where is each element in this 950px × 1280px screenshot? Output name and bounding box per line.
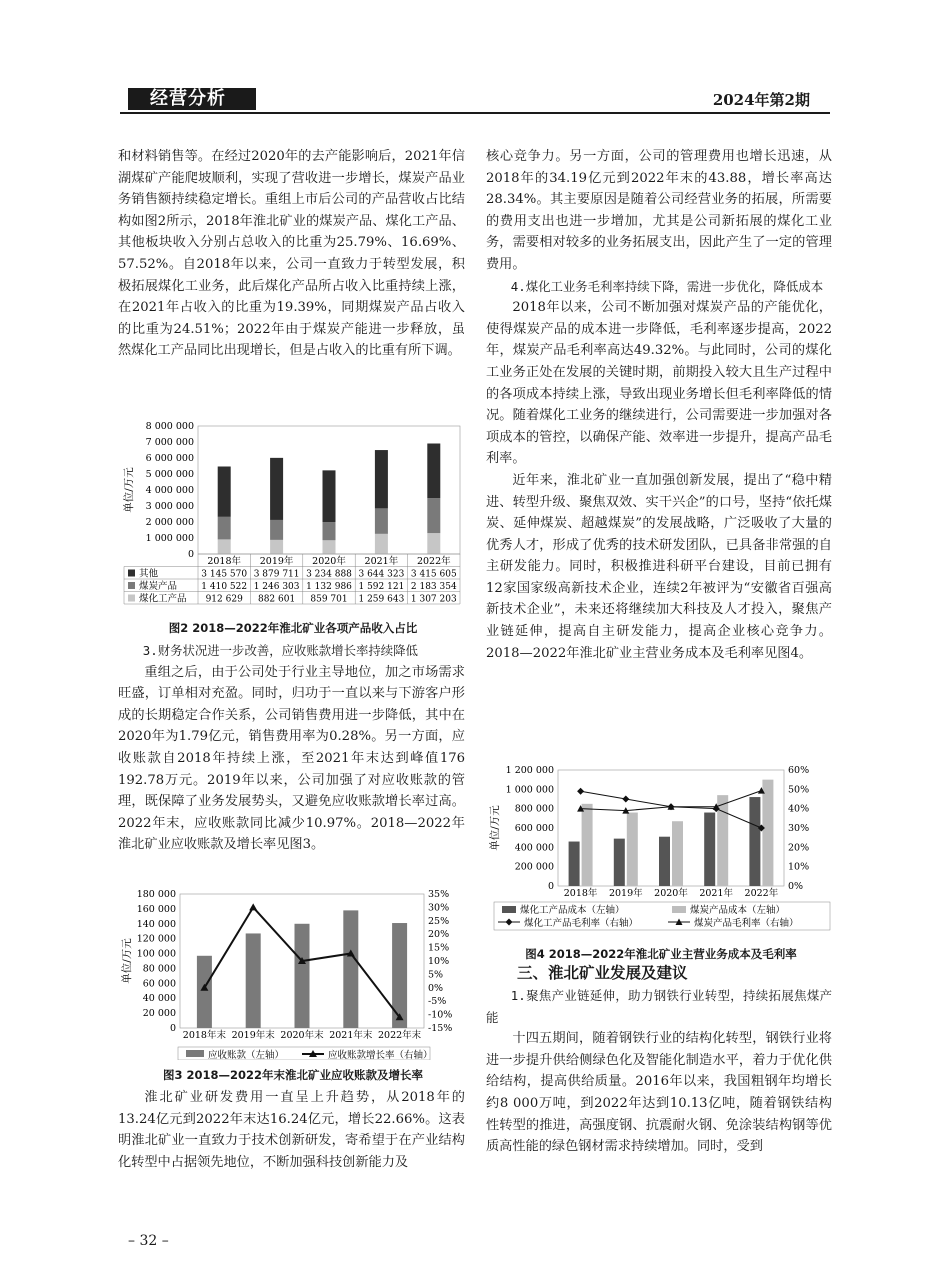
y-tick-label: 7 000 000: [145, 437, 194, 448]
fig3-chart: [118, 888, 468, 1060]
table-cell: 1 410 522: [201, 582, 248, 592]
table-cell: 912 629: [205, 594, 243, 605]
category-label: 2018年: [563, 888, 598, 899]
paragraph: 淮北矿业研发费用一直呈上升趋势，从2018年的13.24亿元到2022年末达16.24亿元，增长22.66%。这表明淮北矿业一直致力于技术创新研发，寄希望于在产业结构化转型中占据领先地位，不断加强科技创新能力及: [118, 1090, 465, 1170]
y-tick-label: 4 000 000: [145, 485, 194, 496]
bar: [749, 797, 760, 886]
line-point: [622, 796, 629, 803]
left-column-middle: [118, 640, 465, 856]
right-tick-label: -15%: [428, 1023, 453, 1034]
right-tick-label: 40%: [788, 803, 810, 815]
legend-marker: [506, 919, 513, 926]
legend-swatch: [128, 582, 135, 589]
paragraph: 近年来，淮北矿业一直加强创新发展，提出了“稳中精进、转型升级、聚焦双效、实干兴企”的口号，坚持“依托煤炭、延伸煤炭、超越煤炭”的发展战略，广泛吸收了大量的优秀人才，形成了优秀的技术研发团队，已具备非常强的自主研发能力。同时，积极推进科研平台建设，目前已拥有12家国家级高新技术企业，连续2年被评为“安徽省百强高新技术企业”，未来还将继续加大科技及人才投入，聚焦产业链延伸，提高自主研发能力，提高企业核心竞争力。2018—2022年淮北矿业主营业务成本及毛利率见图4。: [486, 472, 832, 661]
bar: [295, 924, 310, 1028]
category-label: 2020年: [654, 888, 688, 899]
right-column-bottom: [486, 961, 832, 1158]
right-tick-label: -5%: [428, 996, 447, 1008]
left-tick-label: 120 000: [136, 933, 176, 945]
left-tick-label: 1 000 000: [505, 784, 554, 796]
y-tick-label: 6 000 000: [145, 453, 194, 464]
fig4-caption: 图4 2018—2022年淮北矿业主营业务成本及毛利率: [525, 947, 797, 961]
bar: [672, 821, 683, 886]
left-tick-label: 100 000: [136, 948, 176, 960]
y-tick-label: 8 000 000: [145, 422, 194, 432]
y-axis-label: 单位/万元: [489, 805, 501, 851]
legend-swatch: [672, 906, 686, 913]
bar: [627, 813, 638, 886]
bar-segment: [427, 444, 440, 499]
legend-label: 煤化工产品成本（左轴）: [520, 905, 625, 916]
page-number: – 32 –: [128, 1233, 169, 1249]
right-tick-label: 30%: [428, 902, 450, 914]
left-column-top: [118, 146, 465, 362]
right-column-top: [486, 146, 832, 664]
right-tick-label: 5%: [428, 969, 444, 981]
subheading-1: 1.聚焦产业链延伸，助力钢铁行业转型，持续拓展焦煤产能: [486, 988, 832, 1025]
bar: [762, 780, 773, 886]
category-label: 2020年: [312, 556, 346, 567]
bar-segment: [270, 458, 283, 520]
right-tick-label: 10%: [788, 861, 810, 873]
legend-label: 其他: [139, 568, 159, 580]
right-tick-label: 25%: [428, 915, 450, 927]
left-tick-label: 20 000: [142, 1008, 176, 1020]
paragraph: 和材料销售等。在经过2020年的去产能影响后，2021年信湖煤矿产能爬坡顺利，实现了营收进一步增长，煤炭产品业务销售额持续稳定增长。重组上市后公司的产品营收占比结构如图2所示，2018年淮北矿业的煤炭产品、煤化工产品、其他板块收入分别占总收入的比重为25.79%、16.69%、57.52%。自2018年以来，公司一直致力于转型发展，积极拓展煤化工业务，此后煤化产品所占收入比重持续上涨，在2021年占收入的比重为19.39%，同期煤炭产品占收入的比重为24.51%；2022年由于煤炭产能进一步释放，虽然煤化工产品同比出现增长，但是占收入的比重有所下调。: [118, 149, 465, 359]
table-cell: 1 259 643: [358, 594, 405, 605]
bar: [614, 839, 625, 886]
left-tick-label: 60 000: [142, 978, 176, 990]
bar-segment: [427, 498, 440, 533]
fig3-caption: 图3 2018—2022年末淮北矿业应收账款及增长率: [162, 1068, 424, 1082]
bar-segment: [323, 540, 336, 554]
subheading-4: 4.煤化工业务毛利率持续下降，需进一步优化，降低成本: [510, 278, 824, 294]
paragraph: 核心竞争力。另一方面，公司的管理费用也增长迅速，从2018年的34.19亿元到2022年末的43.88，增长率高达28.34%。其主要原因是随着公司经营业务的拓展，所需要的费用支出也进一步增加，尤其是公司新拓展的煤化工业务，需要相对较多的业务拓展支出，因此产生了一定的管理费用。: [486, 149, 832, 272]
y-axis-label: 单位/万元: [121, 938, 133, 984]
table-cell: 3 234 888: [306, 569, 352, 580]
legend-label: 应收账款增长率（右轴）: [328, 1050, 433, 1060]
left-tick-label: 1 200 000: [505, 765, 554, 776]
bar-segment: [427, 533, 440, 554]
category-label: 2018年: [207, 556, 242, 567]
left-tick-label: 800 000: [514, 803, 554, 815]
bar-segment: [375, 534, 388, 554]
bar: [582, 804, 593, 886]
figure-2: [118, 422, 468, 635]
table-cell: 3 145 570: [201, 569, 248, 580]
y-tick-label: 5 000 000: [145, 469, 194, 480]
table-cell: 859 701: [310, 594, 348, 605]
legend-label: 煤化工产品毛利率（右轴）: [524, 918, 639, 929]
category-label: 2022年: [416, 556, 451, 567]
bar: [343, 910, 358, 1028]
legend-swatch: [128, 595, 135, 602]
bar: [569, 842, 580, 886]
y-tick-label: 3 000 000: [145, 501, 194, 512]
line-point: [249, 903, 257, 910]
category-label: 2022年: [744, 888, 779, 899]
legend-swatch: [502, 906, 516, 913]
y-tick-label: 2 000 000: [145, 517, 194, 528]
bar-segment: [375, 508, 388, 533]
bar: [392, 923, 407, 1028]
bar-segment: [218, 517, 231, 540]
bar-segment: [375, 450, 388, 508]
bar: [246, 933, 261, 1028]
legend-label: 应收账款（左轴）: [208, 1050, 285, 1060]
right-tick-label: 20%: [788, 842, 810, 854]
left-tick-label: 600 000: [514, 823, 554, 834]
bar-segment: [323, 470, 336, 522]
right-tick-label: 15%: [428, 942, 450, 954]
bar: [659, 837, 670, 886]
header-rule: [120, 112, 830, 114]
right-tick-label: 60%: [788, 765, 810, 776]
legend-swatch: [186, 1050, 204, 1057]
paragraph: 重组之后，由于公司处于行业主导地位，加之市场需求旺盛，订单相对充盈。同时，归功于一直以来与下游客户形成的长期稳定合作关系，公司销售费用进一步降低，其中在2020年为1.79亿元，销售费用率为0.28%。另一方面，应收账款自2018年持续上涨，至2021年末达到峰值176 192.78万元。2019年以来，公司加强了对应收账款的管理，既保障了业务发展势头，又避免应收账款增长率过高。2022年末，应收账款同比减少10.97%。2018—2022年淮北矿业应收账款及增长率见图3。: [118, 664, 465, 853]
right-tick-label: 10%: [428, 956, 450, 967]
bar-segment: [270, 520, 283, 540]
table-cell: 3 415 605: [410, 569, 457, 580]
right-tick-label: 50%: [788, 784, 810, 796]
y-tick-label: 1 000 000: [145, 533, 194, 544]
left-tick-label: 80 000: [142, 963, 176, 975]
category-label: 2019年末: [231, 1030, 275, 1041]
left-column-bottom: [118, 1087, 465, 1173]
table-cell: 3 879 711: [253, 569, 300, 580]
category-label: 2020年末: [280, 1030, 324, 1041]
legend-label: 煤化工产品: [139, 593, 187, 605]
left-tick-label: 400 000: [514, 842, 554, 854]
line-point: [577, 788, 584, 795]
left-tick-label: 160 000: [136, 903, 176, 915]
category-label: 2022年末: [378, 1030, 422, 1041]
table-cell: 2 183 354: [410, 582, 457, 592]
bar: [704, 813, 715, 886]
bar-segment: [270, 540, 283, 554]
bar: [197, 956, 212, 1028]
figure-3: [118, 888, 468, 1080]
legend-label: 煤炭产品成本（左轴）: [690, 905, 786, 916]
table-cell: 1 246 303: [253, 582, 300, 592]
bar-segment: [218, 539, 231, 554]
category-label: 2018年末: [182, 1030, 226, 1041]
bar-segment: [218, 467, 231, 517]
left-tick-label: 180 000: [136, 889, 176, 900]
right-tick-label: 35%: [428, 889, 450, 900]
figure-4: [486, 764, 836, 961]
category-label: 2021年末: [329, 1030, 373, 1041]
bar-segment: [323, 522, 336, 540]
left-tick-label: 0: [547, 881, 554, 892]
category-label: 2021年: [364, 556, 399, 567]
table-cell: 1 132 986: [306, 582, 352, 592]
right-tick-label: 30%: [788, 823, 810, 834]
table-cell: 3 644 323: [358, 569, 405, 580]
paragraph: 2018年以来，公司不断加强对煤炭产品的产能优化，使得煤炭产品的成本进一步降低，毛利率逐步提高，2022年，煤炭产品毛利率高达49.32%。与此同时，公司的煤化工业务正处在发展的关键时期，前期投入较大且生产过程中的各项成本持续上涨，导致出现业务增长但毛利率降低的情况。随着煤化工业务的继续进行，公司需要进一步加强对各项成本的管控，以确保产能、效率进一步提升，提高产品毛利率。: [486, 300, 832, 467]
y-tick-label: 0: [187, 549, 194, 560]
y-axis-label: 单位/万元: [123, 467, 135, 513]
left-tick-label: 140 000: [136, 918, 176, 930]
right-tick-label: 0%: [428, 982, 444, 994]
left-tick-label: 40 000: [142, 993, 176, 1005]
subheading-3: 3.财务状况进一步改善，应收账款增长率持续降低: [142, 643, 418, 658]
table-cell: 1 307 203: [410, 594, 457, 605]
section-label: 经营分析: [128, 88, 256, 110]
right-tick-label: 0%: [788, 881, 804, 892]
legend-label: 煤炭产品: [139, 581, 178, 592]
category-label: 2019年: [608, 888, 643, 899]
fig2-caption: 图2 2018—2022年淮北矿业各项产品收入占比: [168, 621, 418, 635]
legend-label: 煤炭产品毛利率（右轴）: [694, 918, 799, 929]
table-cell: 1 592 121: [358, 582, 405, 592]
section-heading: 三、淮北矿业发展及建议: [517, 964, 688, 982]
right-tick-label: -10%: [428, 1009, 453, 1021]
legend-swatch: [128, 570, 135, 577]
category-label: 2019年: [259, 556, 294, 567]
paragraph: 十四五期间，随着钢铁行业的结构化转型，钢铁行业将进一步提升供给侧绿色化及智能化制造水平，着力于优化供给结构，提高供给质量。2016年以来，我国粗钢年均增长约8 000万吨，到2022年达到10.13亿吨，随着钢铁结构性转型的推进，高强度钢、抗震耐火钢、免涂装结构钢等优质高性能的绿色钢材需求持续增加。同时，受到: [486, 1031, 832, 1155]
fig2-chart: [118, 422, 468, 612]
right-tick-label: 20%: [428, 929, 450, 941]
issue-label: 2024年第2期: [712, 91, 810, 109]
table-cell: 882 601: [257, 594, 296, 605]
left-tick-label: 0: [169, 1023, 176, 1034]
left-tick-label: 200 000: [514, 861, 554, 873]
fig4-chart: [486, 764, 836, 940]
category-label: 2021年: [699, 888, 734, 899]
